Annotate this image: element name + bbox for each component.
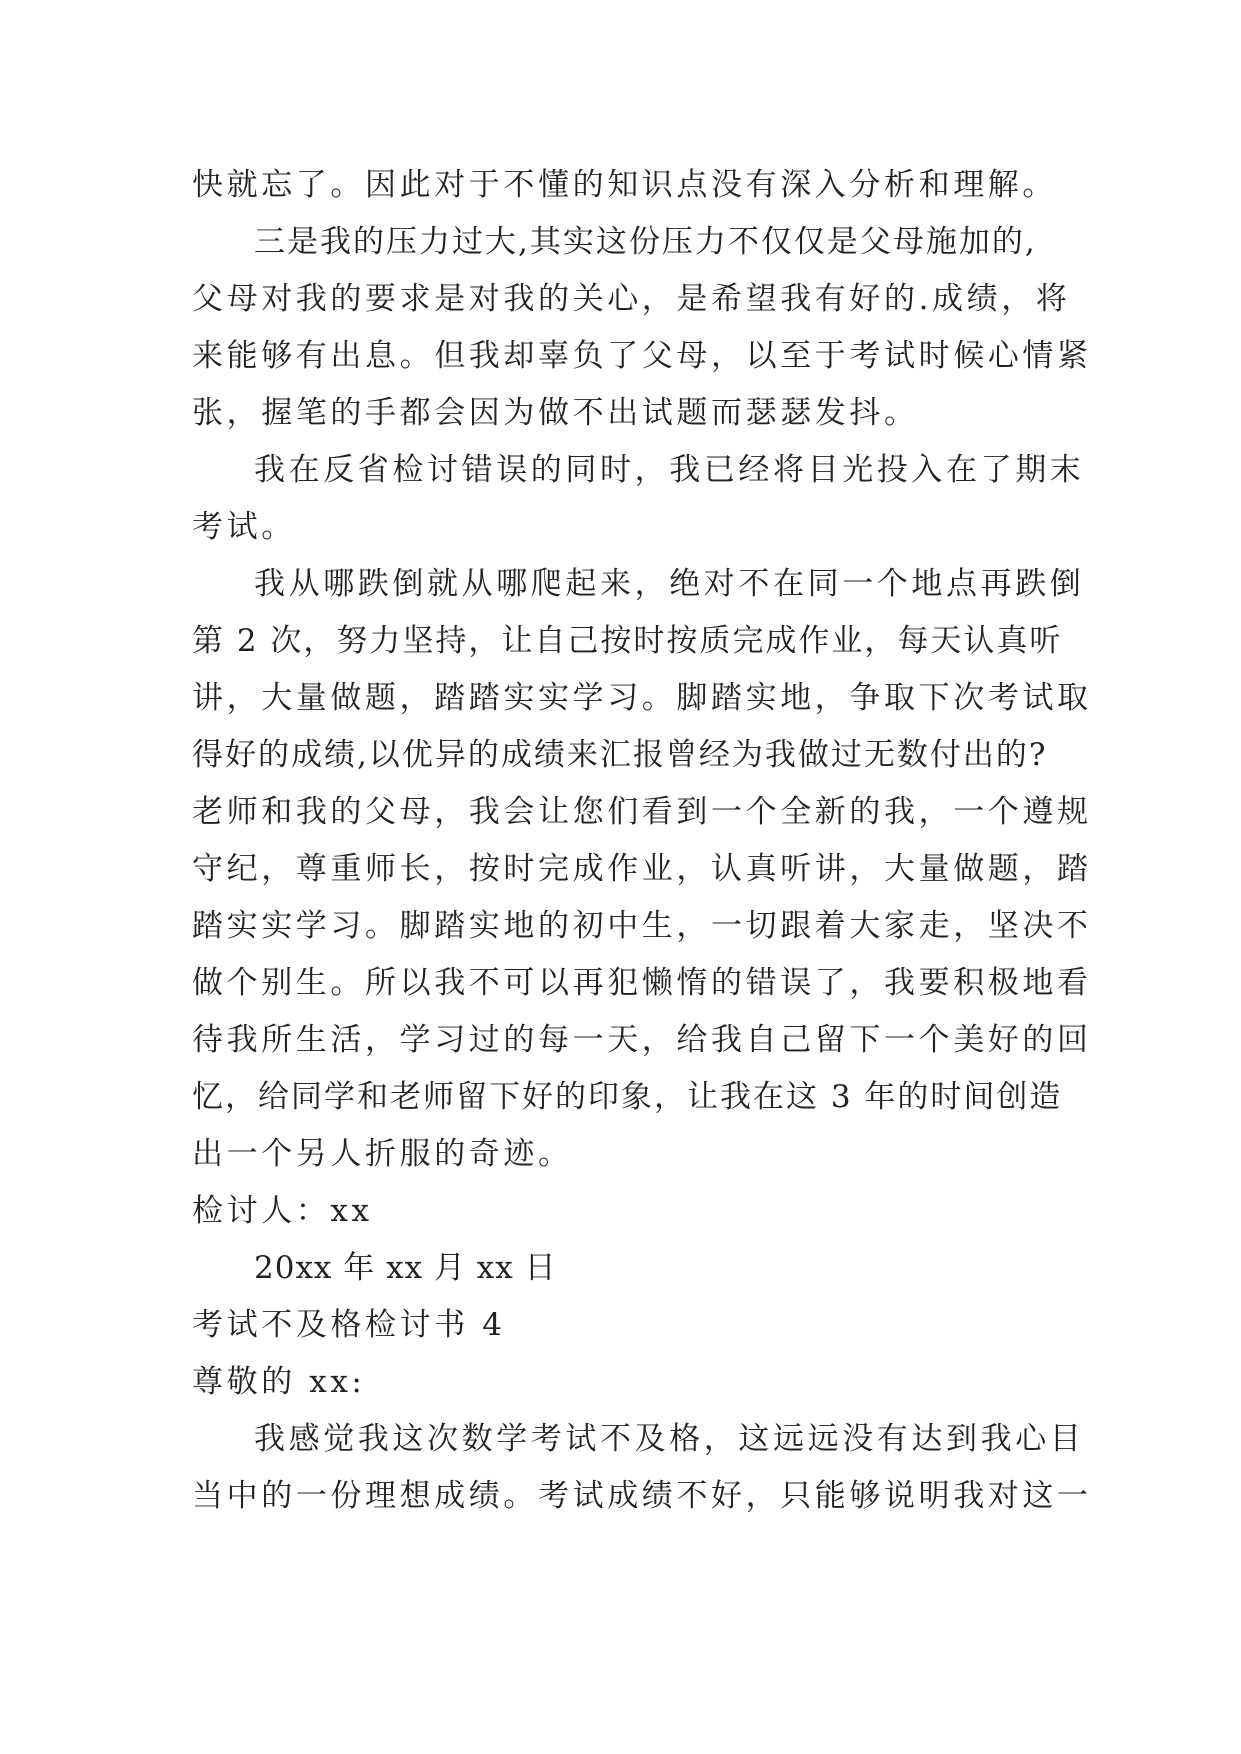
text-line: 做个别生。所以我不可以再犯懒惰的错误了，我要积极地看 <box>192 965 1092 1001</box>
text-line: 我在反省检讨错误的同时，我已经将目光投入在了期末 <box>254 452 1085 488</box>
text-line: 快就忘了。因此对于不懂的知识点没有深入分析和理解。 <box>192 167 1057 203</box>
text-line: 踏实实学习。脚踏实地的初中生，一切跟着大家走，坚决不 <box>192 908 1092 944</box>
text-line: 我感觉我这次数学考试不及格，这远远没有达到我心目 <box>254 1421 1085 1457</box>
section-title: 考试不及格检讨书 4 <box>192 1307 506 1343</box>
text-line: 来能够有出息。但我却辜负了父母，以至于考试时候心情紧 <box>192 338 1092 374</box>
salutation-line: 尊敬的 xx: <box>192 1364 366 1400</box>
text-line: 讲，大量做题，踏踏实实学习。脚踏实地，争取下次考试取 <box>192 680 1092 716</box>
text-line: 待我所生活，学习过的每一天，给我自己留下一个美好的回 <box>192 1022 1092 1058</box>
signer-line: 检讨人：xx <box>192 1193 373 1229</box>
text-line: 忆，给同学和老师留下好的印象，让我在这 3 年的时间创造 <box>192 1079 1063 1115</box>
text-line: 得好的成绩,以优异的成绩来汇报曾经为我做过无数付出的? <box>192 737 1048 773</box>
text-line: 老师和我的父母，我会让您们看到一个全新的我，一个遵规 <box>192 794 1092 830</box>
text-line: 我从哪跌倒就从哪爬起来，绝对不在同一个地点再跌倒 <box>254 566 1085 602</box>
date-line: 20xx 年 xx 月 xx 日 <box>254 1250 557 1286</box>
text-line: 当中的一份理想成绩。考试成绩不好，只能够说明我对这一 <box>192 1478 1092 1514</box>
text-line: 第 2 次，努力坚持，让自己按时按质完成作业，每天认真听 <box>192 623 1063 659</box>
text-line: 父母对我的要求是对我的关心，是希望我有好的.成绩，将 <box>192 281 1071 317</box>
text-line: 三是我的压力过大,其实这份压力不仅仅是父母施加的, <box>254 224 1037 260</box>
text-line: 守纪，尊重师长，按时完成作业，认真听讲，大量做题，踏 <box>192 851 1092 887</box>
text-line: 考试。 <box>192 509 296 545</box>
text-line: 张，握笔的手都会因为做不出试题而瑟瑟发抖。 <box>192 395 919 431</box>
text-line: 出一个另人折服的奇迹。 <box>192 1136 573 1172</box>
